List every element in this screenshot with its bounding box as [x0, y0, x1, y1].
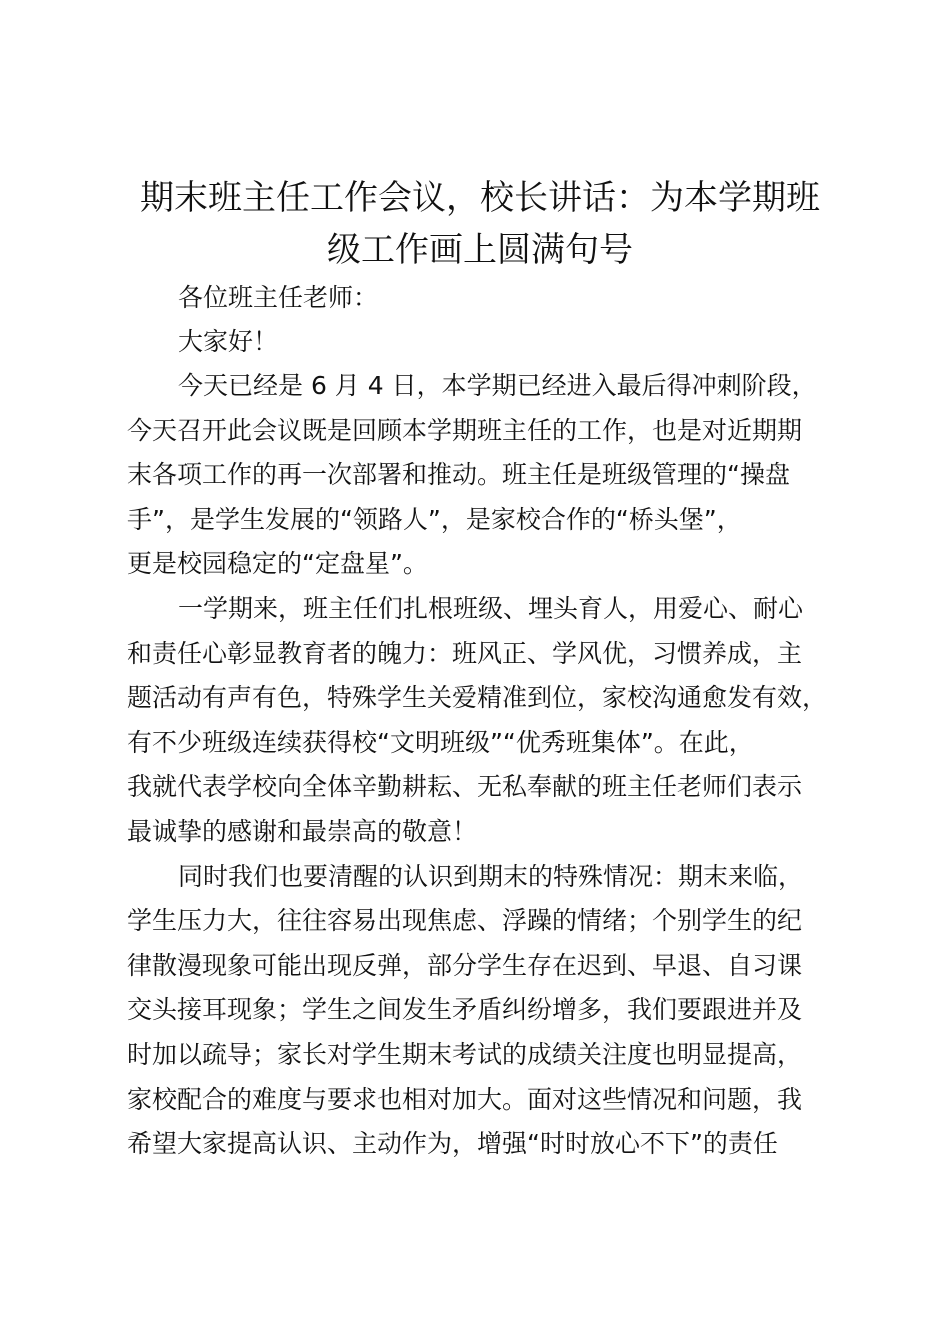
paragraph-line: 交头接耳现象；学生之间发生矛盾纠纷增多，我们要跟进并及	[127, 995, 803, 1024]
paragraph-line: 手”，是学生发展的“领路人”，是家校合作的“桥头堡”，	[127, 505, 742, 534]
paragraph-line: 更是校园稳定的“定盘星”。	[127, 549, 428, 578]
title-line-2: 级工作画上圆满句号	[327, 230, 633, 270]
paragraph-line: 题活动有声有色，特殊学生关爱精准到位，家校沟通愈发有效，	[127, 683, 828, 712]
paragraph-line: 末各项工作的再一次部署和推动。班主任是班级管理的“操盘	[127, 460, 790, 489]
greeting: 大家好！	[178, 327, 279, 356]
paragraph-line: 希望大家提高认识、主动作为，增强“时时放心不下”的责任	[127, 1129, 778, 1158]
paragraph-line: 律散漫现象可能出现反弹，部分学生存在迟到、早退、自习课	[127, 951, 803, 980]
paragraph-line: 同时我们也要清醒的认识到期末的特殊情况：期末来临，	[178, 862, 804, 891]
paragraph-line: 和责任心彰显教育者的魄力：班风正、学风优，习惯养成，主	[127, 639, 803, 668]
paragraph-line: 我就代表学校向全体辛勤耕耘、无私奉献的班主任老师们表示	[127, 772, 803, 801]
document-title	[120, 172, 840, 276]
title-line-1: 期末班主任工作会议，校长讲话：为本学期班	[140, 178, 820, 218]
paragraph-line: 一学期来，班主任们扎根班级、埋头育人，用爱心、耐心	[178, 594, 804, 623]
paragraph-line: 今天召开此会议既是回顾本学期班主任的工作，也是对近期期	[127, 416, 803, 445]
paragraph-line: 最诚挚的感谢和最崇高的敬意！	[127, 817, 478, 846]
paragraph-line: 时加以疏导；家长对学生期末考试的成绩关注度也明显提高，	[127, 1040, 803, 1069]
salutation: 各位班主任老师：	[178, 283, 379, 312]
paragraph-line: 家校配合的难度与要求也相对加大。面对这些情况和问题，我	[127, 1085, 803, 1114]
paragraph-line: 学生压力大，往往容易出现焦虑、浮躁的情绪；个别学生的纪	[127, 906, 803, 935]
paragraph-line: 今天已经是 6 月 4 日，本学期已经进入最后得冲刺阶段，	[178, 371, 817, 400]
paragraph-line: 有不少班级连续获得校“文明班级”“优秀班集体”。在此，	[127, 728, 754, 757]
